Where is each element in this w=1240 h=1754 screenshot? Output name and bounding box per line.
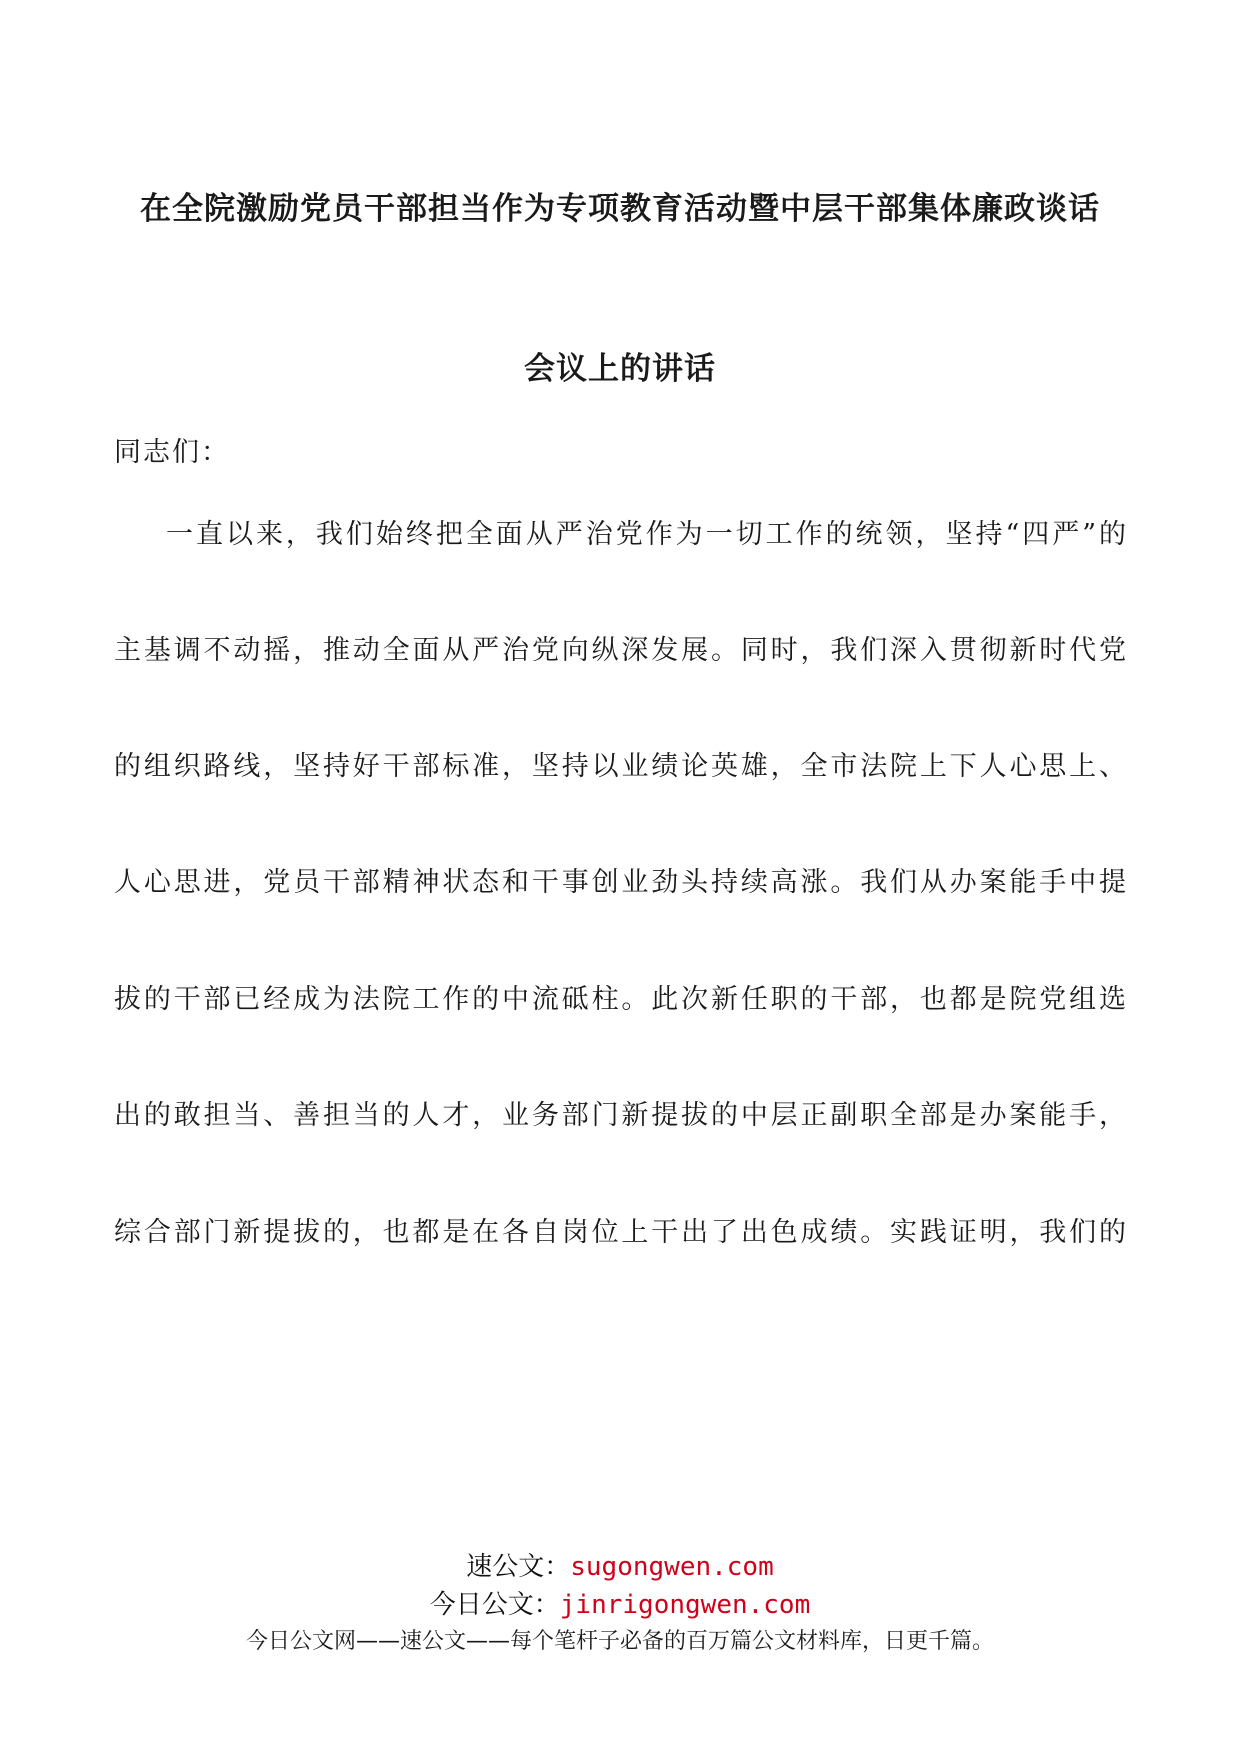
paragraph-line: 出的敢担当、善担当的人才，业务部门新提拔的中层正副职全部是办案能手， (114, 1100, 1126, 1131)
footer-link-sugongwen[interactable]: sugongwen.com (570, 1552, 774, 1582)
paragraph-line: 综合部门新提拔的，也都是在各自岗位上干出了出色成绩。实践证明，我们的 (114, 1217, 1126, 1248)
footer-label-jinrigongwen: 今日公文： (429, 1590, 560, 1620)
footer-jinrigongwen (0, 1584, 1240, 1621)
paragraph-line: 主基调不动摇，推动全面从严治党向纵深发展。同时，我们深入贯彻新时代党 (114, 635, 1126, 666)
document-title-line-2: 会议上的讲话 (524, 351, 716, 387)
salutation: 同志们： (114, 437, 230, 468)
paragraph-line: 的组织路线，坚持好干部标准，坚持以业绩论英雄，全市法院上下人心思上、 (114, 751, 1126, 782)
paragraph-line: 人心思进，党员干部精神状态和干事创业劲头持续高涨。我们从办案能手中提 (114, 867, 1126, 898)
document-title-line-1: 在全院激励党员干部担当作为专项教育活动暨中层干部集体廉政谈话 (140, 191, 1100, 227)
footer-label-sugongwen: 速公文： (466, 1552, 571, 1582)
footer-slogan: 今日公文网——速公文——每个笔杆子必备的百万篇公文材料库，日更千篇。 (245, 1629, 994, 1654)
paragraph-line: 一直以来，我们始终把全面从严治党作为一切工作的统领，坚持“四严”的 (166, 519, 1126, 550)
footer-link-jinrigongwen[interactable]: jinrigongwen.com (559, 1590, 811, 1620)
footer-sugongwen (0, 1546, 1240, 1583)
paragraph-line: 拔的干部已经成为法院工作的中流砥柱。此次新任职的干部，也都是院党组选 (114, 984, 1126, 1015)
